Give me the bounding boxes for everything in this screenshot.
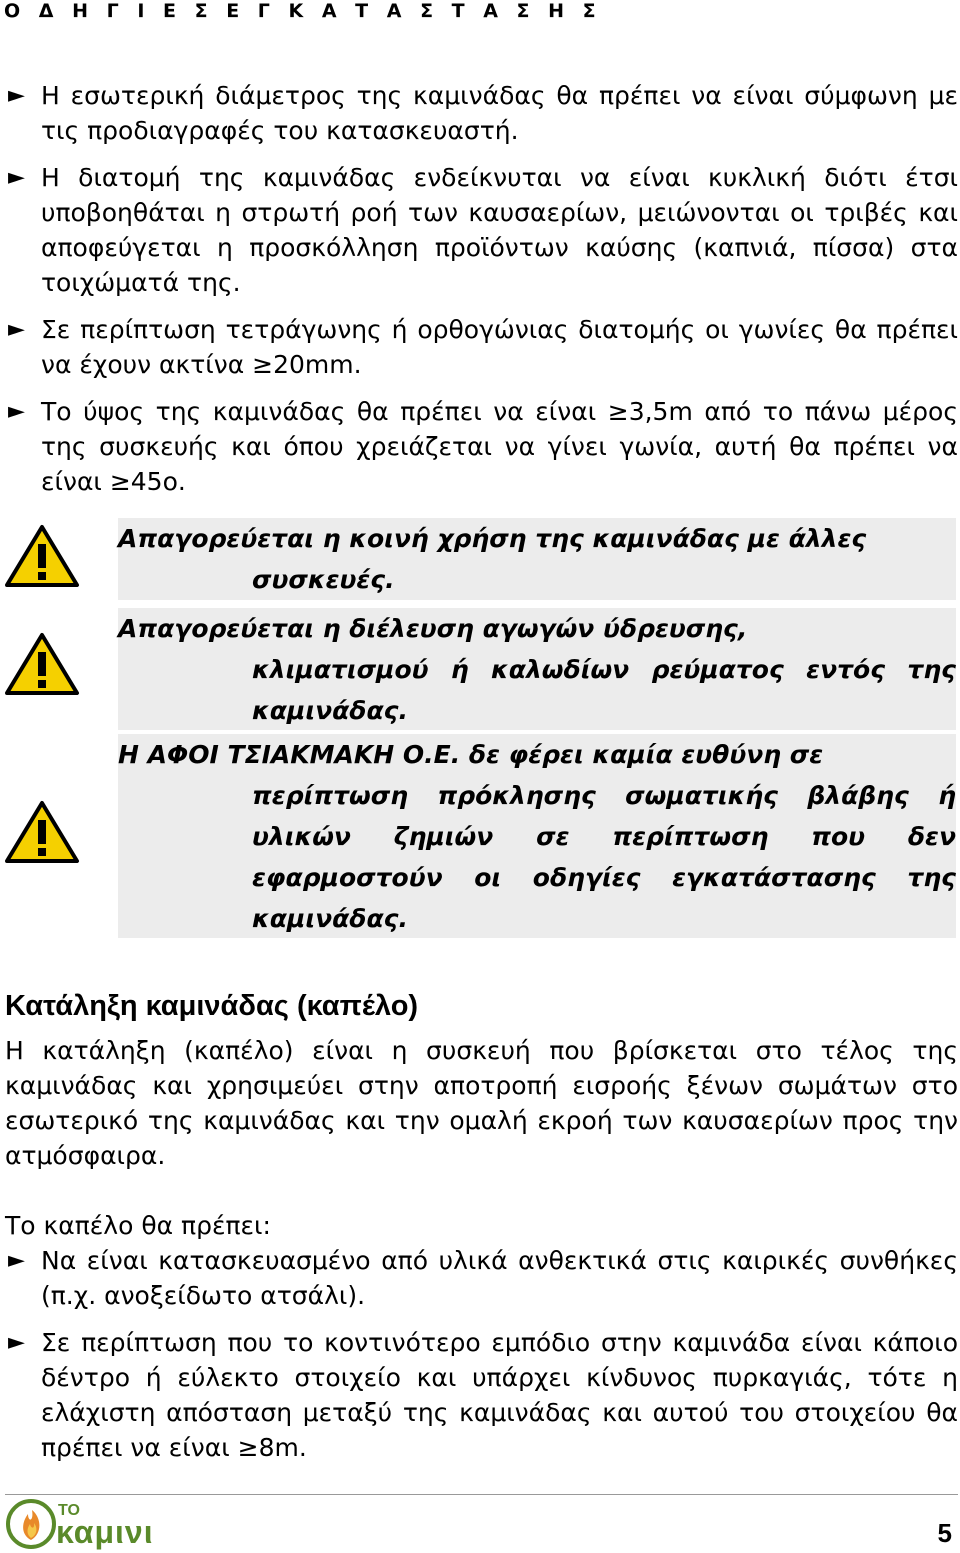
bullet-text: Η εσωτερική διάμετρος της καμινάδας θα πρέπει να είναι σύμφωνη με τις προδιαγραφές του κατασκευαστή. bbox=[41, 81, 958, 145]
page-header: Ο Δ Η Γ Ι Ε Σ Ε Γ Κ Α Τ Α Σ Τ Α Σ Η Σ bbox=[4, 0, 602, 22]
warning-box bbox=[118, 608, 956, 730]
bullet-list-bottom bbox=[8, 1243, 958, 1465]
section-lead: Το καπέλο θα πρέπει: bbox=[5, 1211, 271, 1240]
warning-text bbox=[118, 608, 956, 731]
bullet-arrow-icon: ► bbox=[8, 83, 25, 108]
warning-text bbox=[118, 734, 956, 939]
warning-line: Η ΑΦΟΙ ΤΣΙΑΚΜΑΚΗ Ο.Ε. δε φέρει καμία ευθύνη σε bbox=[118, 740, 824, 769]
section-title: Κατάληξη καμινάδας (καπέλο) bbox=[5, 990, 419, 1022]
section-intro: Η κατάληξη (καπέλο) είναι η συσκευή που βρίσκεται στο τέλος της καμινάδας και χρησιμεύει στην αποτροπή εισροής ξένων σωμάτων στο εσωτερικό της καμινάδας και την ομαλή εκροή των καυσαερίων προς την ατμόσφαιρα. bbox=[5, 1036, 958, 1170]
warning-line: συσκευές. bbox=[252, 565, 395, 594]
warning-icon bbox=[4, 524, 80, 588]
logo-name: καμινι bbox=[56, 1514, 154, 1550]
bullet-item bbox=[8, 312, 958, 382]
bullet-text: Να είναι κατασκευασμένο από υλικά ανθεκτικά στις καιρικές συνθήκες (π.χ. ανοξείδωτο ατσάλι). bbox=[41, 1246, 958, 1310]
page-number: 5 bbox=[937, 1518, 952, 1548]
bullet-arrow-icon: ► bbox=[8, 1330, 25, 1355]
warning-line: Απαγορεύεται η διέλευση αγωγών ύδρευσης, bbox=[118, 614, 748, 643]
warning-line: Απαγορεύεται η κοινή χρήση της καμινάδας με άλλες bbox=[118, 524, 867, 553]
bullet-item bbox=[8, 394, 958, 499]
bullet-text: Σε περίπτωση που το κοντινότερο εμπόδιο στην καμινάδα είναι κάποιο δέντρο ή εύλεκτο στοιχείο και υπάρχει κίνδυνος πυρκαγιάς, τότε η ελάχιστη απόσταση μεταξύ της καμινάδας και αυτού του στοιχείου θα πρέπει να είναι ≥8m. bbox=[41, 1328, 958, 1462]
warning-box bbox=[118, 734, 956, 938]
warning-icon bbox=[4, 632, 80, 696]
bullet-arrow-icon: ► bbox=[8, 317, 25, 342]
warning-icon bbox=[4, 800, 80, 864]
warning-box bbox=[118, 518, 956, 600]
bullet-arrow-icon: ► bbox=[8, 165, 25, 190]
bullet-text: Η διατομή της καμινάδας ενδείκνυται να είναι κυκλική διότι έτσι υποβοηθάται η στρωτή ροή των καυσαερίων, μειώνονται οι τριβές και αποφεύγεται η προσκόλληση προϊόντων καύσης (καπνιά, πίσσα) στα τοιχώματά της. bbox=[41, 163, 958, 297]
bullet-list-top bbox=[8, 78, 958, 499]
bullet-item bbox=[8, 160, 958, 300]
bullet-arrow-icon: ► bbox=[8, 1248, 25, 1273]
warning-line: κλιματισμού ή καλωδίων ρεύματος εντός της καμινάδας. bbox=[252, 655, 956, 725]
bullet-item bbox=[8, 1243, 958, 1313]
warning-line: περίπτωση πρόκλησης σωματικής βλάβης ή υλικών ζημιών σε περίπτωση που δεν εφαρμοστούν οι οδηγίες εγκατάστασης της καμινάδας. bbox=[252, 781, 956, 933]
footer-divider bbox=[5, 1494, 958, 1495]
logo-icon bbox=[6, 1498, 56, 1550]
bullet-arrow-icon: ► bbox=[8, 399, 25, 424]
warning-text bbox=[118, 518, 956, 600]
bullet-item bbox=[8, 78, 958, 148]
bullet-item bbox=[8, 1325, 958, 1465]
logo-small-text: ΤΟ bbox=[58, 1502, 80, 1519]
bullet-text: Το ύψος της καμινάδας θα πρέπει να είναι ≥3,5m από το πάνω μέρος της συσκευής και όπου χρειάζεται να γίνει γωνία, αυτή θα πρέπει να είναι ≥45ο. bbox=[41, 397, 958, 496]
bullet-text: Σε περίπτωση τετράγωνης ή ορθογώνιας διατομής οι γωνίες θα πρέπει να έχουν ακτίνα ≥20mm. bbox=[41, 315, 958, 379]
